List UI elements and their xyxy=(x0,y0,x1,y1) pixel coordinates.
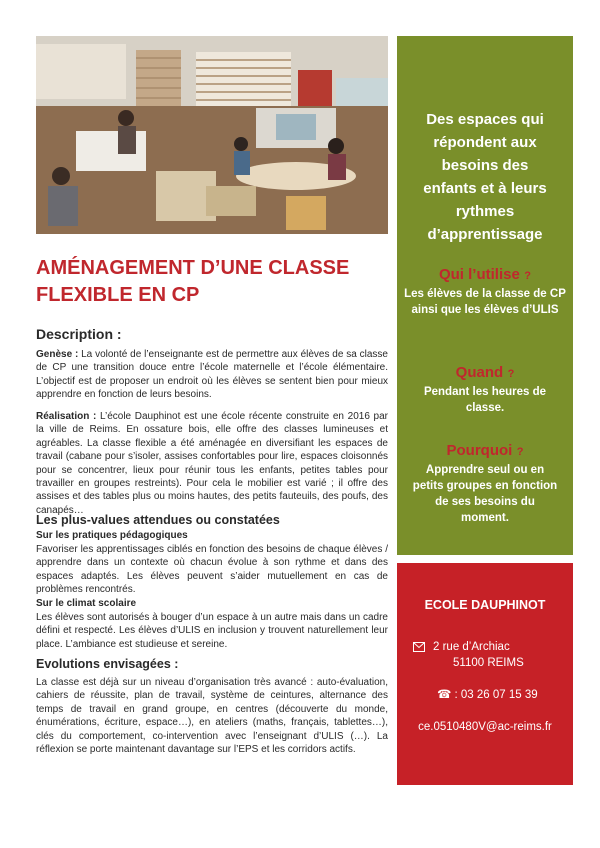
when-title: Quand xyxy=(455,364,504,381)
evolutions-paragraph: La classe est déjà sur un niveau d’organisation très avancé : auto-évaluation, cahiers de réussite, plan de travail, système de ceintures, alternance des temps de travail en grand groupe, en centres (découverte du monde, énumérations, écriture, espace…), en ateliers (maths, français, tablettes…), clés du comportement, co-intervention avec l’enseignant d’ULIS (…). La réflexion se porte maintenant davantage sur l’EPS et les corridors actifs. xyxy=(36,677,388,756)
title-line-1: AMÉNAGEMENT D’UNE CLASSE xyxy=(36,257,350,279)
when-answer: Pendant les heures de classe. xyxy=(423,386,547,414)
hero-line: répondent aux xyxy=(433,134,537,151)
pedagogical-subheading: Sur les pratiques pédagogiques xyxy=(36,530,188,541)
email-link[interactable]: ce.0510480V@ac-reims.fr xyxy=(418,721,552,733)
title-line-2: FLEXIBLE EN CP xyxy=(36,284,200,306)
when-section xyxy=(403,364,567,416)
evolutions-heading: Evolutions envisagées : xyxy=(36,657,179,671)
who-section xyxy=(403,266,567,318)
info-sidebar xyxy=(397,36,573,555)
realisation-paragraph xyxy=(36,410,388,517)
phone-number: ☎ : 03 26 07 15 39 xyxy=(437,689,538,701)
who-answer: Les élèves de la classe de CP ainsi que les élèves d’ULIS xyxy=(404,288,566,316)
climate-paragraph: Les élèves sont autorisés à bouger d’un espace à un autre mais dans un cadre défini et respecté. Les élèves d’ULIS en inclusion y trouvent naturellement leur place. L’ambiance est studieuse et sereine. xyxy=(36,612,388,650)
address-line-2: 51100 REIMS xyxy=(453,657,524,669)
hero-line: d’apprentissage xyxy=(427,226,543,243)
contact-box xyxy=(397,563,573,785)
envelope-icon xyxy=(413,642,425,652)
hero-line: besoins des xyxy=(441,157,529,174)
climate-subheading: Sur le climat scolaire xyxy=(36,598,137,609)
who-title: Qui l’utilise xyxy=(438,266,520,283)
why-title: Pourquoi xyxy=(446,442,513,459)
why-question-mark: ? xyxy=(516,446,524,458)
page-title xyxy=(36,255,386,309)
address-line-1: 2 rue d’Archiac xyxy=(433,641,510,653)
genese-text: La volonté de l’enseignante est de permettre aux élèves de sa classe de CP une transition douce entre l’école maternelle et l’école élémentaire. L’objectif est de proposer un endroit où les élèves se sentent bien pour mieux apprendre en fonction de leurs besoins. xyxy=(36,349,388,401)
hero-line: rythmes xyxy=(455,203,515,220)
plus-values-heading: Les plus-values attendues ou constatées xyxy=(36,513,280,527)
realisation-label: Réalisation : xyxy=(36,411,97,422)
hero-line: enfants et à leurs xyxy=(423,180,547,197)
classroom-photo xyxy=(36,36,388,234)
who-question-mark: ? xyxy=(524,270,532,282)
realisation-text: L’école Dauphinot est une école récente construite en 2016 par la ville de Reims. En ossature bois, elle offre des classes lumineuses et agréables. La classe flexible a été aménagée en diversifiant les espaces de travail (cabane pour s’isoler, assises confortables pour lire, espaces cloisonnés pour se concentrer, lieux pour réunir tous les enfants, petites tables pour travailler en groupes restreints). Pour cela le mobilier est varié ; il offre des assises et des tables plus ou moins hautes, des petits fauteuils, des poufs, des canapés… xyxy=(36,411,388,516)
genese-label: Genèse : xyxy=(36,349,79,360)
why-answer: Apprendre seul ou en petits groupes en fonction de ses besoins du moment. xyxy=(412,464,558,524)
description-heading: Description : xyxy=(36,326,122,342)
sidebar-hero-text xyxy=(405,108,565,246)
genese-paragraph xyxy=(36,348,388,402)
when-question-mark: ? xyxy=(507,368,515,380)
pedagogical-paragraph: Favoriser les apprentissages ciblés en fonction des besoins de chaque élèves / apprendre dans un contexte où chacun évolue à son rythme et dans des espaces adaptés. Les élèves peuvent s’aider mutuellement en cas de problèmes rencontrés. xyxy=(36,544,388,596)
why-section xyxy=(403,442,567,526)
school-name: ECOLE DAUPHINOT xyxy=(424,598,546,612)
hero-line: Des espaces qui xyxy=(426,111,544,128)
